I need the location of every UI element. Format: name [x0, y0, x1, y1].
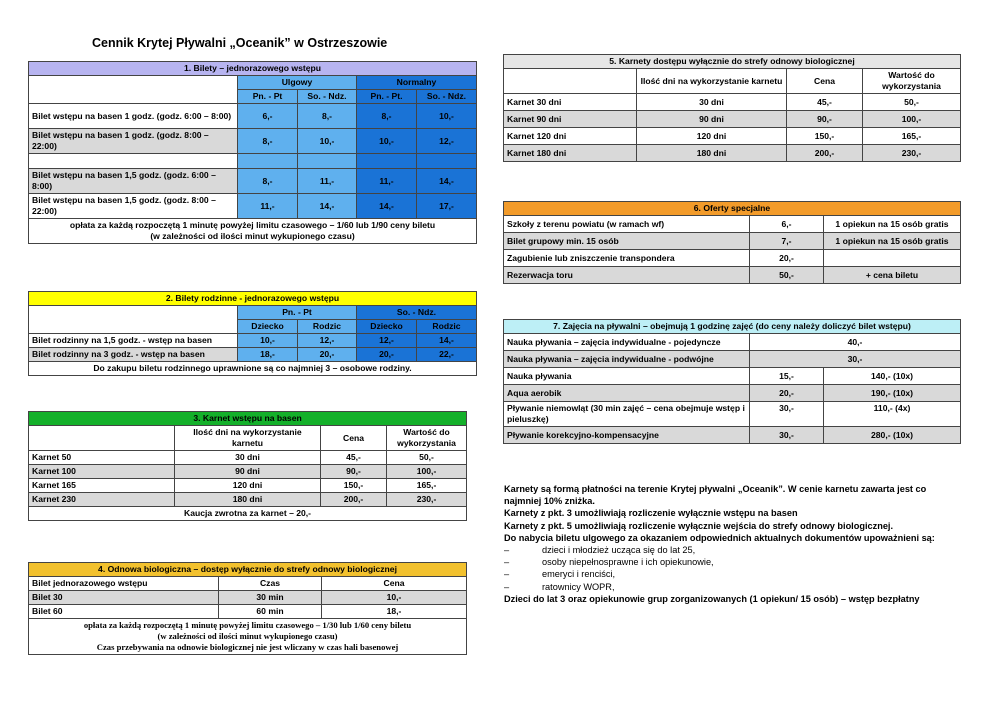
row-label: Bilet 60 — [29, 605, 219, 619]
row-label: Bilet rodzinny na 1,5 godz. - wstęp na basen — [29, 334, 238, 348]
price-cell: 11,- — [357, 169, 417, 194]
row-label: Karnet 100 — [29, 465, 175, 479]
time-cell: 30 min — [219, 591, 322, 605]
table-row — [504, 111, 961, 128]
price-cell: 150,- — [321, 479, 387, 493]
price-cell: 10,- — [322, 591, 467, 605]
table-row — [504, 402, 961, 427]
row-label: Nauka pływania – zajęcia indywidualne - podwójne — [504, 351, 750, 368]
row-label: Pływanie korekcyjno-kompensacyjne — [504, 427, 750, 444]
price-cell: 6,- — [750, 216, 824, 233]
table-wellness-passes — [503, 54, 961, 162]
col-header-ticket: Bilet jednorazowego wstępu — [29, 577, 219, 591]
value-cell: 100,- — [387, 465, 467, 479]
col-header: Pn. - Pt — [238, 90, 298, 104]
col-header-value: Wartość do wykorzystania — [387, 426, 467, 451]
col-header: Pn. - Pt. — [357, 90, 417, 104]
section-header: 6. Oferty specjalne — [504, 202, 961, 216]
table-row — [29, 465, 467, 479]
value-cell: 230,- — [863, 145, 961, 162]
price-cell: 22,- — [417, 348, 477, 362]
price-cell: 10,- — [238, 334, 298, 348]
price-cell: 20,- — [750, 250, 824, 267]
table-row — [29, 451, 467, 465]
row-label: Rezerwacja toru — [504, 267, 750, 284]
list-item: – ratownicy WOPR, — [504, 581, 615, 592]
table-special-offers — [503, 201, 961, 284]
price-cell: 90,- — [321, 465, 387, 479]
days-cell: 90 dni — [637, 111, 787, 128]
package-cell: 110,- (4x) — [824, 402, 961, 427]
section-header: 2. Bilety rodzinne - jednorazowego wstępu — [29, 292, 477, 306]
price-cell: 12,- — [357, 334, 417, 348]
info-paragraph: Karnety są formą płatności na terenie Krytej pływalni „Oceanik”. W cenie karnetu zawarta jest co najmniej 10% zniżka. — [504, 484, 927, 507]
days-cell: 30 dni — [637, 94, 787, 111]
col-header: So. - Ndz. — [417, 90, 477, 104]
col-header-days: Ilość dni na wykorzystanie karnetu — [175, 426, 321, 451]
row-label: Nauka pływania — [504, 368, 750, 385]
price-cell: 20,- — [750, 385, 824, 402]
price-cell: 15,- — [750, 368, 824, 385]
price-cell: 18,- — [322, 605, 467, 619]
days-cell: 120 dni — [637, 128, 787, 145]
days-cell: 180 dni — [637, 145, 787, 162]
table-note: opłata za każdą rozpoczętą 1 minutę powyżej limitu czasowego – 1/30 lub 1/60 ceny biletu (w zależności od ilości minut wykupionego czasu) Czas przebywania na odnowie biologicznej nie jest wliczany w czas hali basenowej — [29, 619, 467, 655]
table-row — [29, 129, 477, 154]
package-cell: 280,- (10x) — [824, 427, 961, 444]
table-row — [29, 334, 477, 348]
section-header: 1. Bilety – jednorazowego wstępu — [29, 62, 477, 76]
row-label: Bilet rodzinny na 3 godz. - wstęp na basen — [29, 348, 238, 362]
table-row — [504, 94, 961, 111]
table-row — [504, 368, 961, 385]
row-label: Karnet 165 — [29, 479, 175, 493]
value-cell: 230,- — [387, 493, 467, 507]
price-cell: 30,- — [750, 402, 824, 427]
extra-cell: 1 opiekun na 15 osób gratis — [824, 216, 961, 233]
price-cell: 14,- — [298, 194, 357, 219]
value-cell: 50,- — [863, 94, 961, 111]
price-cell: 10,- — [357, 129, 417, 154]
table-row — [29, 479, 467, 493]
price-cell: 11,- — [238, 194, 298, 219]
days-cell: 120 dni — [175, 479, 321, 493]
row-label: Szkoły z terenu powiatu (w ramach wf) — [504, 216, 750, 233]
price-cell: 90,- — [787, 111, 863, 128]
price-cell: 8,- — [238, 129, 298, 154]
row-label: Bilet wstępu na basen 1,5 godz. (godz. 8:00 – 22:00) — [29, 194, 238, 219]
price-cell: 14,- — [417, 169, 477, 194]
price-cell: 14,- — [357, 194, 417, 219]
table-row — [504, 267, 961, 284]
price-cell: 12,- — [298, 334, 357, 348]
table-row — [29, 169, 477, 194]
info-paragraph: Dzieci do lat 3 oraz opiekunowie grup zorganizowanych (1 opiekun/ 15 osób) – wstęp bezpłatny — [504, 593, 920, 604]
row-label: Karnet 230 — [29, 493, 175, 507]
row-label: Pływanie niemowląt (30 min zajęć – cena obejmuje wstęp i pieluszkę) — [504, 402, 750, 427]
table-row — [504, 233, 961, 250]
col-header: Rodzic — [298, 320, 357, 334]
table-note: Kaucja zwrotna za karnet – 20,- — [29, 507, 467, 521]
price-cell: 45,- — [321, 451, 387, 465]
price-cell: 200,- — [321, 493, 387, 507]
table-row — [504, 334, 961, 351]
table-row — [29, 493, 467, 507]
list-item: – emeryci i renciści, — [504, 569, 616, 580]
info-paragraph: Karnety z pkt. 3 umożliwiają rozliczenie wyłącznie wstępu na basen — [504, 508, 798, 519]
row-label: Karnet 30 dni — [504, 94, 637, 111]
table-wellness-tickets — [28, 562, 467, 655]
price-cell: 18,- — [238, 348, 298, 362]
table-pool-passes — [28, 411, 467, 521]
col-header: So. - Ndz. — [298, 90, 357, 104]
table-row — [29, 194, 477, 219]
row-label: Bilet wstępu na basen 1 godz. (godz. 6:00 – 8:00) — [29, 104, 238, 129]
col-header-time: Czas — [219, 577, 322, 591]
extra-cell — [824, 250, 961, 267]
row-label: Aqua aerobik — [504, 385, 750, 402]
value-cell: 165,- — [387, 479, 467, 493]
list-item: – dzieci i młodzież ucząca się do lat 25, — [504, 545, 696, 556]
section-header: 3. Karnet wstępu na basen — [29, 412, 467, 426]
col-header-price: Cena — [322, 577, 467, 591]
table-row — [504, 128, 961, 145]
price-cell: 6,- — [238, 104, 298, 129]
price-cell: 10,- — [417, 104, 477, 129]
price-cell: 20,- — [357, 348, 417, 362]
price-cell: 45,- — [787, 94, 863, 111]
row-label: Karnet 50 — [29, 451, 175, 465]
col-group-ulgowy: Ulgowy — [238, 76, 357, 90]
list-item: – osoby niepełnosprawne i ich opiekunowie, — [504, 557, 714, 568]
table-row — [504, 145, 961, 162]
info-paragraph: Do nabycia biletu ulgowego za okazaniem odpowiednich aktualnych dokumentów upoważnieni są: — [504, 532, 935, 543]
info-notes — [504, 483, 964, 605]
col-header-price: Cena — [321, 426, 387, 451]
table-family-tickets — [28, 291, 477, 376]
price-cell: 30,- — [750, 427, 824, 444]
row-label: Bilet 30 — [29, 591, 219, 605]
price-cell: 150,- — [787, 128, 863, 145]
table-row — [29, 104, 477, 129]
price-cell: 40,- — [750, 334, 961, 351]
row-label: Karnet 120 dni — [504, 128, 637, 145]
row-label: Bilet wstępu na basen 1,5 godz. (godz. 6:00 – 8:00) — [29, 169, 238, 194]
table-row — [504, 427, 961, 444]
price-cell: 17,- — [417, 194, 477, 219]
col-header: Dziecko — [238, 320, 298, 334]
extra-cell: 1 opiekun na 15 osób gratis — [824, 233, 961, 250]
table-note: opłata za każdą rozpoczętą 1 minutę powyżej limitu czasowego – 1/60 lub 1/90 ceny biletu (w zależności od ilości minut wykupionego czasu) — [29, 219, 477, 244]
value-cell: 50,- — [387, 451, 467, 465]
section-header: 7. Zajęcia na pływalni – obejmują 1 godzinę zajęć (do ceny należy doliczyć bilet wstępu) — [504, 320, 961, 334]
table-row — [29, 348, 477, 362]
col-group-normalny: Normalny — [357, 76, 477, 90]
row-label: Zagubienie lub zniszczenie transpondera — [504, 250, 750, 267]
spacer-row — [29, 154, 477, 169]
table-row — [29, 591, 467, 605]
table-row — [504, 351, 961, 368]
row-label: Nauka pływania – zajęcia indywidualne - pojedyncze — [504, 334, 750, 351]
table-note: Do zakupu biletu rodzinnego uprawnione są co najmniej 3 – osobowe rodziny. — [29, 362, 477, 376]
page-title: Cennik Krytej Pływalni „Oceanik” w Ostrzeszowie — [92, 36, 388, 50]
col-group-weekday: Pn. - Pt — [238, 306, 357, 320]
days-cell: 30 dni — [175, 451, 321, 465]
col-group-weekend: So. - Ndz. — [357, 306, 477, 320]
table-row — [29, 605, 467, 619]
row-label: Karnet 180 dni — [504, 145, 637, 162]
price-cell: 8,- — [357, 104, 417, 129]
price-cell: 14,- — [417, 334, 477, 348]
col-header: Rodzic — [417, 320, 477, 334]
price-cell: 8,- — [298, 104, 357, 129]
table-row — [504, 216, 961, 233]
col-header: Dziecko — [357, 320, 417, 334]
price-cell: 50,- — [750, 267, 824, 284]
price-cell: 8,- — [238, 169, 298, 194]
col-header-days: Ilość dni na wykorzystanie karnetu — [637, 69, 787, 94]
package-cell: 140,- (10x) — [824, 368, 961, 385]
value-cell: 100,- — [863, 111, 961, 128]
row-label: Bilet wstępu na basen 1 godz. (godz. 8:00 – 22:00) — [29, 129, 238, 154]
price-cell: 200,- — [787, 145, 863, 162]
extra-cell: + cena biletu — [824, 267, 961, 284]
value-cell: 165,- — [863, 128, 961, 145]
table-single-entry-tickets — [28, 61, 477, 244]
section-header: 4. Odnowa biologiczna – dostęp wyłącznie do strefy odnowy biologicznej — [29, 563, 467, 577]
table-row — [504, 250, 961, 267]
price-cell: 20,- — [298, 348, 357, 362]
section-header: 5. Karnety dostępu wyłącznie do strefy odnowy biologicznej — [504, 55, 961, 69]
price-cell: 11,- — [298, 169, 357, 194]
col-header-price: Cena — [787, 69, 863, 94]
price-cell: 30,- — [750, 351, 961, 368]
price-cell: 10,- — [298, 129, 357, 154]
table-row — [504, 385, 961, 402]
row-label: Bilet grupowy min. 15 osób — [504, 233, 750, 250]
col-header-value: Wartość do wykorzystania — [863, 69, 961, 94]
time-cell: 60 min — [219, 605, 322, 619]
info-paragraph: Karnety z pkt. 5 umożliwiają rozliczenie wyłącznie wejścia do strefy odnowy biologicznej. — [504, 520, 894, 531]
row-label: Karnet 90 dni — [504, 111, 637, 128]
package-cell: 190,- (10x) — [824, 385, 961, 402]
days-cell: 180 dni — [175, 493, 321, 507]
days-cell: 90 dni — [175, 465, 321, 479]
table-pool-classes — [503, 319, 961, 444]
price-cell: 7,- — [750, 233, 824, 250]
price-cell: 12,- — [417, 129, 477, 154]
